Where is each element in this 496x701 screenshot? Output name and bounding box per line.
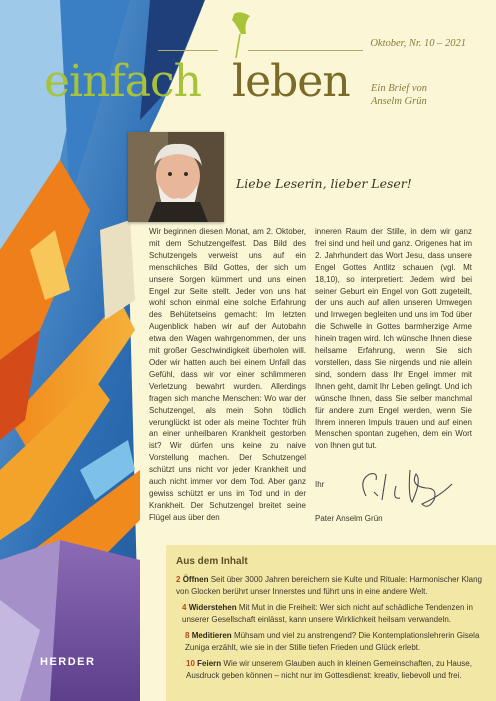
subtitle-line-1: Ein Brief von — [371, 83, 427, 94]
toc-entry[interactable] — [186, 658, 496, 682]
toc-heading: Meditieren — [191, 631, 232, 640]
letter-closing: Ihr — [315, 480, 325, 489]
subtitle-line-2: Anselm Grün — [371, 96, 427, 107]
title-einfach: einfach — [44, 56, 201, 107]
toc-heading: Widerstehen — [188, 603, 237, 612]
toc-page-number: 8 — [185, 631, 190, 640]
masthead-rule-right — [248, 50, 363, 51]
letter-text-right: inneren Raum der Stille, in dem wir ganz frei sind und heil und ganz. Origenes hat im 2. Jahrhundert das Wort Jesu, dass unsere Engel Gottes Antlitz schauen (vgl. Mt 18,10), so interpretiert: Jedem wird bei seiner Geburt ein Engel von Gott zugeteilt, der uns auch auf allen unseren Umwegen und Irrwegen begleiten und uns im Tod über die Schwelle in Gottes barmherzige Arme hinein tragen wird. Ich wünsche Ihnen diese heilsame Erfahrung, wenn Sie sich vorstellen, dass Sie nirgends und nie allein sind, sondern dass Ihr Engel immer mit Ihnen geht, damit Ihr Leben gelingt. Und ich wünsche Ihnen, dass Sie selber manchmal für andere zum Engel werden, wenn Sie Ihrem inneren Impuls trauen und auf einen Menschen spontan zugehen, dem ein Wort von Ihnen gut tut. — [315, 227, 472, 451]
toc-description: Seit über 3000 Jahren bereichern sie Kulte und Rituale: Harmonischer Klang von Glocken berührt unser Innerstes und führt uns in eine andere Welt. — [176, 575, 482, 596]
signature-image — [352, 466, 462, 512]
author-portrait — [128, 132, 224, 222]
masthead-rule-left — [158, 50, 218, 51]
toc-heading: Öffnen — [182, 575, 209, 584]
publisher-logo: HERDER — [40, 656, 96, 668]
toc-entry[interactable] — [182, 602, 496, 626]
contents-title: Aus dem Inhalt — [176, 556, 248, 567]
toc-page-number: 10 — [186, 659, 195, 668]
letter-column-left — [149, 226, 306, 524]
toc-entry[interactable] — [176, 574, 491, 598]
masthead-subtitle — [371, 82, 471, 108]
toc-entry[interactable] — [185, 630, 496, 654]
toc-description: Wie wir unserem Glauben auch in kleinen Gemeinschaften, zu Hause, Ausdruck geben können – nicht nur im Gottesdienst: kreativ, liebevoll und frei. — [186, 659, 472, 680]
title-leben: leben — [232, 56, 350, 107]
issue-date: Oktober, Nr. 10 – 2021 — [370, 38, 466, 49]
toc-description: Mühsam und viel zu anstrengend? Die Kontemplationslehrerin Gisela Zuniga erzählt, wie sie in der Stille tiefen Frieden und Glück erlebt. — [185, 631, 480, 652]
toc-page-number: 2 — [176, 575, 181, 584]
toc-description: Mit Mut in die Freiheit: Wer sich nicht auf schädliche Tendenzen in unserer Gesellschaft einlässt, kann unsere Wirklichkeit heilsam verwandeln. — [182, 603, 473, 624]
letter-greeting: Liebe Leserin, lieber Leser! — [236, 176, 412, 191]
letter-column-right — [315, 226, 472, 452]
letter-signer: Pater Anselm Grün — [315, 514, 383, 523]
letter-text-left: Wir beginnen diesen Monat, am 2. Oktober, mit dem Schutzengelfest. Das Bild des Schutzengels verweist uns auf ein menschliches Bild Gottes, der sich um unsere Sorgen kümmert und uns einen Engel zur Seite stellt. Jeder von uns hat wohl schon einmal eine solche Erfahrung des Behütetseins gemacht: Im letzten Augenblick haben wir auf der Autobahn etwa den Wagen wahrgenommen, der uns mit großer Geschwindigkeit überholen will. Oder wir hatten auch bei einem Unfall das Gefühl, dass wir vor einer schlimmeren Verletzung bewahrt wurden. Allerdings fragen sich manche Menschen: Wo war der Schutzengel, als mein Sohn tödlich verunglückt ist oder als meine Tochter früh an einer unheilbaren Krankheit gestorben ist? Wir dürfen uns keine zu naive Vorstellung machen. Der Schutzengel schützt uns nicht vor jeder Krankheit und auch nicht immer vor dem Tod. Aber ganz gewiss schützt er uns im Tod und in der Krankheit. Der Schutzengel breitet seine Flügel aus über den — [149, 227, 306, 522]
toc-page-number: 4 — [182, 603, 187, 612]
toc-heading: Feiern — [197, 659, 222, 668]
